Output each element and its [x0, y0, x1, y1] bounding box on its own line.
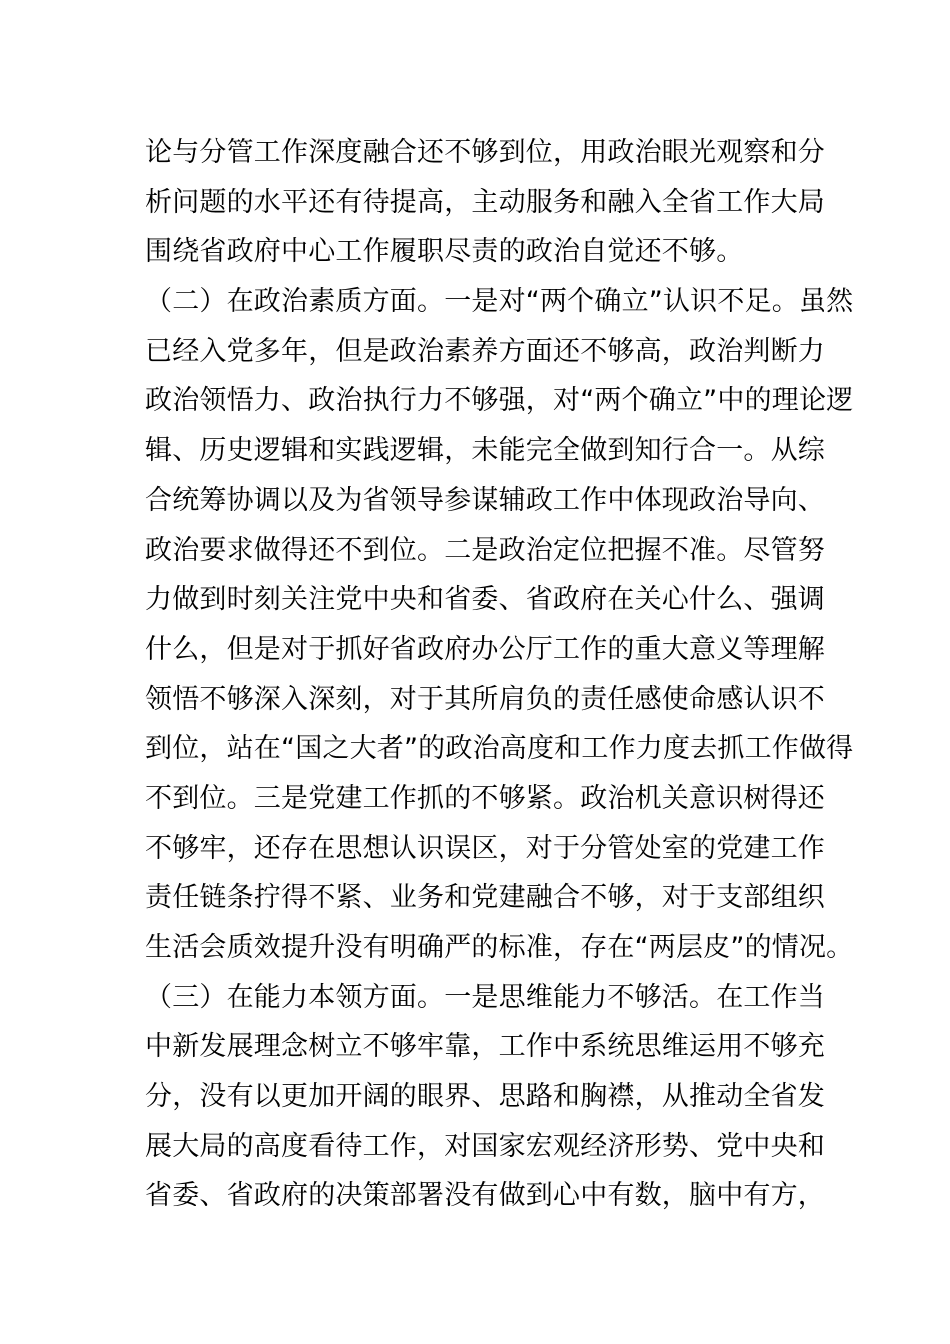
- text-line: 领悟不够深入深刻，对于其所肩负的责任感使命感认识不: [145, 683, 825, 715]
- text-line: 展大局的高度看待工作，对国家宏观经济形势、党中央和: [145, 1130, 825, 1162]
- text-line: （三）在能力本领方面。一是思维能力不够活。在工作当: [145, 981, 825, 1013]
- text-line: （二）在政治素质方面。一是对“两个确立”认识不足。虽然: [145, 286, 854, 318]
- text-line: 到位，站在“国之大者”的政治高度和工作力度去抓工作做得: [145, 733, 854, 765]
- text-line: 分，没有以更加开阔的眼界、思路和胸襟，从推动全省发: [145, 1081, 825, 1113]
- text-line: 政治要求做得还不到位。二是政治定位把握不准。尽管努: [145, 534, 825, 566]
- text-line: 什么，但是对于抓好省政府办公厅工作的重大意义等理解: [145, 633, 825, 665]
- text-line: 不够牢，还存在思想认识误区，对于分管处室的党建工作: [145, 832, 825, 864]
- text-line: 围绕省政府中心工作履职尽责的政治自觉还不够。: [145, 236, 744, 268]
- body-text: [145, 128, 854, 1221]
- text-line: 辑、历史逻辑和实践逻辑，未能完全做到知行合一。从综: [145, 435, 825, 467]
- text-line: 生活会质效提升没有明确严的标准，存在“两层皮”的情况。: [145, 932, 854, 963]
- text-line: 中新发展理念树立不够牢靠，工作中系统思维运用不够充: [145, 1031, 825, 1063]
- text-line: 责任链条拧得不紧、业务和党建融合不够，对于支部组织: [145, 882, 825, 914]
- text-line: 不到位。三是党建工作抓的不够紧。政治机关意识树得还: [145, 782, 825, 814]
- text-line: 已经入党多年，但是政治素养方面还不够高，政治判断力: [145, 335, 825, 367]
- text-line: 政治领悟力、政治执行力不够强，对“两个确立”中的理论逻: [145, 385, 854, 417]
- text-line: 力做到时刻关注党中央和省委、省政府在关心什么、强调: [145, 584, 825, 616]
- text-line: 省委、省政府的决策部署没有做到心中有数，脑中有方，: [145, 1180, 825, 1212]
- text-line: 合统筹协调以及为省领导参谋辅政工作中体现政治导向、: [145, 484, 825, 516]
- text-line: 论与分管工作深度融合还不够到位，用政治眼光观察和分: [145, 137, 825, 168]
- text-line: 析问题的水平还有待提高，主动服务和融入全省工作大局: [145, 186, 825, 218]
